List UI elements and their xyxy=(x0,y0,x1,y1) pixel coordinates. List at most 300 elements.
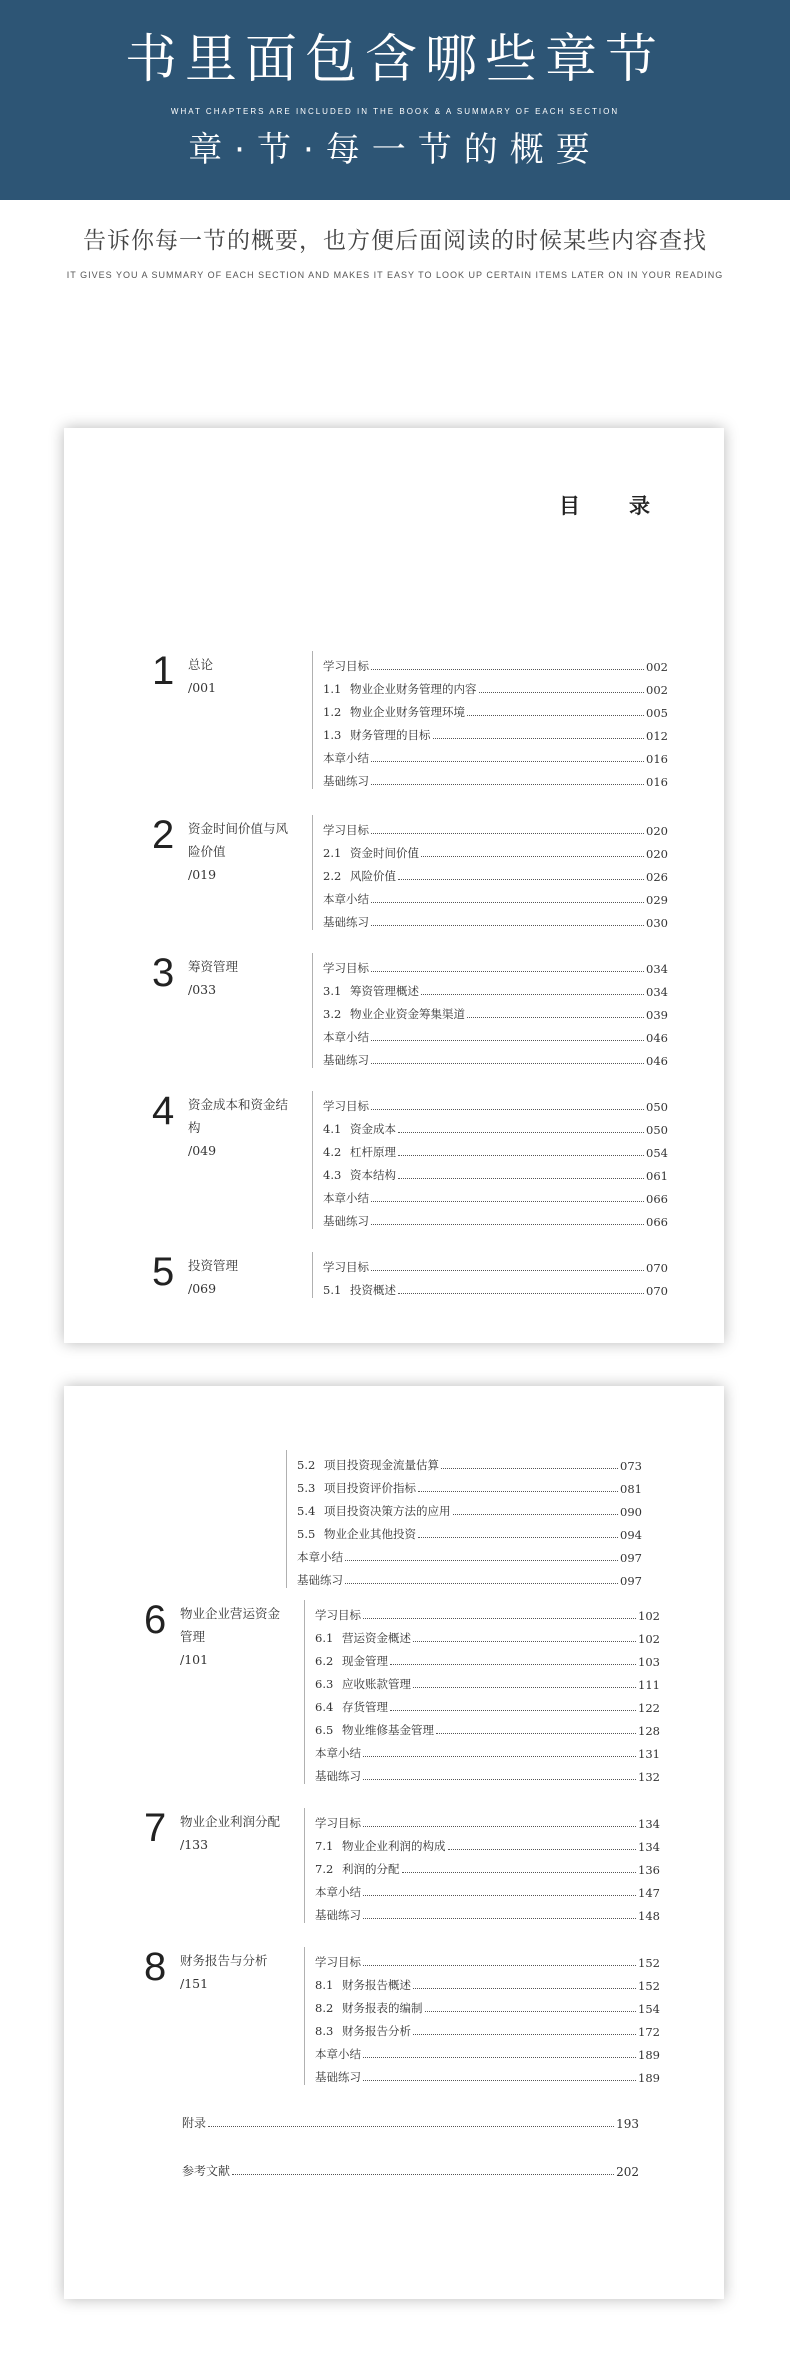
entry-page: 046 xyxy=(646,1031,668,1045)
chapter-entries xyxy=(304,1808,660,1923)
toc-entry[interactable] xyxy=(315,2016,660,2039)
entry-label: 投资概述 xyxy=(350,1283,396,1297)
entry-label: 应收账款管理 xyxy=(342,1677,411,1691)
entry-page: 034 xyxy=(646,962,668,976)
chapter-number: 8 xyxy=(144,1945,167,1989)
entry-label-group xyxy=(323,658,369,674)
toc-entry[interactable] xyxy=(323,907,668,930)
toc-entry[interactable] xyxy=(323,674,668,697)
entry-label: 财务报表的编制 xyxy=(342,2001,423,2015)
chapter-number: 3 xyxy=(152,951,175,995)
entry-label: 存货管理 xyxy=(342,1700,388,1714)
entry-label-group xyxy=(315,1768,361,1784)
dot-leader xyxy=(390,1663,636,1665)
section-number: 4.1 xyxy=(323,1122,342,1136)
toc-entry[interactable] xyxy=(323,1275,668,1298)
banner-title: 书里面包含哪些章节 xyxy=(124,30,665,90)
chapter-start-page: /049 xyxy=(188,1143,217,1158)
chapter-heading[interactable] xyxy=(188,817,288,886)
chapter-entries xyxy=(304,1600,660,1784)
chapter-number: 6 xyxy=(144,1598,167,1642)
entry-page: 097 xyxy=(620,1574,642,1588)
entry-label: 基础练习 xyxy=(315,1769,361,1783)
entry-page: 070 xyxy=(646,1261,668,1275)
chapter-start-page: /001 xyxy=(188,680,217,695)
section-number: 5.2 xyxy=(297,1458,316,1472)
chapter-heading[interactable] xyxy=(180,1949,280,1995)
chapter-name: 筹资管理 xyxy=(188,959,239,974)
entry-page: 066 xyxy=(646,1192,668,1206)
entry-page: 005 xyxy=(646,706,668,720)
entry-page: 097 xyxy=(620,1551,642,1565)
entry-label-group xyxy=(323,1029,369,1045)
chapter-start-page: /069 xyxy=(188,1281,217,1296)
toc-entry[interactable] xyxy=(323,766,668,789)
entry-page: 020 xyxy=(646,847,668,861)
section-number: 2.2 xyxy=(323,869,342,883)
entry-page: 066 xyxy=(646,1215,668,1229)
entry-label-group xyxy=(323,868,396,884)
entry-label-group xyxy=(323,750,369,766)
chapter-number: 4 xyxy=(152,1089,175,1133)
dot-leader xyxy=(371,783,644,785)
entry-label-group xyxy=(315,2046,361,2062)
dot-leader xyxy=(479,691,645,693)
toc-entry[interactable] xyxy=(297,1519,642,1542)
toc-entry[interactable] xyxy=(315,1600,660,1623)
chapter-number: 7 xyxy=(144,1806,167,1850)
entry-label: 基础练习 xyxy=(315,2070,361,2084)
toc-entry[interactable] xyxy=(323,815,668,838)
entry-label-group xyxy=(315,1607,361,1623)
entry-label-group xyxy=(323,1259,369,1275)
references-entry[interactable] xyxy=(182,2156,639,2179)
chapter-start-page: /133 xyxy=(180,1837,209,1852)
dot-leader xyxy=(371,832,644,834)
dot-leader xyxy=(363,1894,636,1896)
chapter-start-page: /033 xyxy=(188,982,217,997)
entry-page: 020 xyxy=(646,824,668,838)
entry-label-group xyxy=(297,1503,451,1519)
entry-label: 筹资管理概述 xyxy=(350,984,419,998)
entry-label: 基础练习 xyxy=(323,1053,369,1067)
entry-page: 154 xyxy=(638,2002,660,2016)
entry-label-group xyxy=(315,1676,411,1692)
entry-page: 026 xyxy=(646,870,668,884)
toc-entry[interactable] xyxy=(323,1114,668,1137)
appendix-entry[interactable] xyxy=(182,2108,639,2131)
entry-label: 基础练习 xyxy=(315,1908,361,1922)
dot-leader xyxy=(413,2033,636,2035)
entry-label: 本章小结 xyxy=(323,1191,369,1205)
toc-entry[interactable] xyxy=(323,1183,668,1206)
dot-leader xyxy=(371,1200,644,1202)
dot-leader xyxy=(371,970,644,972)
entry-label-group xyxy=(315,2000,423,2016)
chapter-name: 资金时间价值与风险价值 xyxy=(188,821,289,859)
entry-label-group xyxy=(323,891,369,907)
section-number: 6.5 xyxy=(315,1723,334,1737)
entry-label-group xyxy=(323,822,369,838)
dot-leader xyxy=(398,1292,644,1294)
entry-page: 134 xyxy=(638,1840,660,1854)
toc-entry[interactable] xyxy=(315,1877,660,1900)
entry-label: 资本结构 xyxy=(350,1168,396,1182)
entry-label: 项目投资评价指标 xyxy=(324,1481,416,1495)
entry-label-group xyxy=(323,1098,369,1114)
dot-leader xyxy=(371,668,644,670)
entry-label-group xyxy=(323,983,419,999)
section-number: 3.2 xyxy=(323,1007,342,1021)
entry-label: 物业企业财务管理环境 xyxy=(350,705,465,719)
chapter-start-page: /101 xyxy=(180,1652,209,1667)
dot-leader xyxy=(398,1177,644,1179)
toc-entry[interactable] xyxy=(315,1993,660,2016)
section-number: 4.3 xyxy=(323,1168,342,1182)
section-number: 1.3 xyxy=(323,728,342,742)
entry-label-group xyxy=(323,704,465,720)
entry-label: 物业维修基金管理 xyxy=(342,1723,434,1737)
entry-label-group xyxy=(315,2069,361,2085)
toc-entry[interactable] xyxy=(323,1091,668,1114)
entry-label-group xyxy=(323,1121,396,1137)
entry-page: 029 xyxy=(646,893,668,907)
entry-page: 002 xyxy=(646,683,668,697)
dot-leader xyxy=(418,1536,618,1538)
toc-entry[interactable] xyxy=(315,1831,660,1854)
toc-entry[interactable] xyxy=(323,743,668,766)
chapter-name: 财务报告与分析 xyxy=(180,1953,268,1968)
dot-leader xyxy=(398,878,644,880)
entry-label-group xyxy=(297,1549,343,1565)
chapter-name: 物业企业营运资金管理 xyxy=(180,1606,281,1644)
toc-entry[interactable] xyxy=(323,1252,668,1275)
entry-page: 046 xyxy=(646,1054,668,1068)
entry-label: 本章小结 xyxy=(315,1746,361,1760)
entry-label-group xyxy=(323,1213,369,1229)
entry-label-group xyxy=(297,1457,439,1473)
toc-entry[interactable] xyxy=(297,1473,642,1496)
entry-page: 061 xyxy=(646,1169,668,1183)
entry-page: 094 xyxy=(620,1528,642,1542)
entry-page: 131 xyxy=(638,1747,660,1761)
dot-leader xyxy=(413,1640,636,1642)
toc-entry[interactable] xyxy=(323,861,668,884)
toc-title: 目 录 xyxy=(559,493,664,518)
chapter-name: 总论 xyxy=(188,657,214,672)
toc-entry[interactable] xyxy=(323,1137,668,1160)
entry-page: 152 xyxy=(638,1979,660,1993)
toc-page-1 xyxy=(64,428,724,1343)
entry-label: 学习目标 xyxy=(315,1955,361,1969)
toc-entry[interactable] xyxy=(323,1206,668,1229)
chapter-start-page: /019 xyxy=(188,867,217,882)
dot-leader xyxy=(433,737,645,739)
dot-leader xyxy=(421,855,644,857)
dot-leader xyxy=(425,2010,637,2012)
entry-page: 202 xyxy=(616,2165,639,2179)
dot-leader xyxy=(371,1062,644,1064)
entry-page: 050 xyxy=(646,1123,668,1137)
toc-entry[interactable] xyxy=(315,1692,660,1715)
toc-entry[interactable] xyxy=(323,1022,668,1045)
dot-leader xyxy=(467,1016,644,1018)
toc-entry[interactable] xyxy=(315,1715,660,1738)
entry-label-group xyxy=(323,773,369,789)
dot-leader xyxy=(418,1490,618,1492)
section-number: 7.2 xyxy=(315,1862,334,1876)
chapter-number: 1 xyxy=(152,649,175,693)
entry-page: 039 xyxy=(646,1008,668,1022)
chapter-heading[interactable] xyxy=(188,955,288,1001)
entry-label: 基础练习 xyxy=(297,1573,343,1587)
toc-entry[interactable] xyxy=(315,1669,660,1692)
toc-entry[interactable] xyxy=(323,838,668,861)
toc-entry[interactable] xyxy=(323,884,668,907)
entry-label-group xyxy=(323,1144,396,1160)
entry-label-group xyxy=(315,1861,400,1877)
section-number: 5.3 xyxy=(297,1481,316,1495)
section-number: 6.3 xyxy=(315,1677,334,1691)
entry-label: 物业企业财务管理的内容 xyxy=(350,682,477,696)
dot-leader xyxy=(402,1871,637,1873)
entry-page: 103 xyxy=(638,1655,660,1669)
section-number: 3.1 xyxy=(323,984,342,998)
section-number: 5.1 xyxy=(323,1283,342,1297)
chapter-entries xyxy=(312,953,668,1068)
entry-label: 现金管理 xyxy=(342,1654,388,1668)
section-number: 8.2 xyxy=(315,2001,334,2015)
toc-entry[interactable] xyxy=(297,1542,642,1565)
entry-page: 128 xyxy=(638,1724,660,1738)
dot-leader xyxy=(398,1131,644,1133)
section-number: 5.4 xyxy=(297,1504,316,1518)
chapter-entries xyxy=(286,1450,642,1588)
entry-page: 030 xyxy=(646,916,668,930)
entry-page: 148 xyxy=(638,1909,660,1923)
dot-leader xyxy=(371,924,644,926)
entry-label: 物业企业其他投资 xyxy=(324,1527,416,1541)
dot-leader xyxy=(363,1778,636,1780)
entry-label: 学习目标 xyxy=(323,823,369,837)
toc-entry[interactable] xyxy=(315,1623,660,1646)
chapter-heading[interactable] xyxy=(188,1093,288,1162)
intro-text-en: IT GIVES YOU A SUMMARY OF EACH SECTION AND MAKES IT EASY TO LOOK UP CERTAIN ITEMS LATER ON IN YOUR READING xyxy=(66,270,724,280)
entry-label: 项目投资现金流量估算 xyxy=(324,1458,439,1472)
entry-page: 189 xyxy=(638,2071,660,2085)
section-number: 8.3 xyxy=(315,2024,334,2038)
entry-label: 学习目标 xyxy=(323,1099,369,1113)
dot-leader xyxy=(371,1269,644,1271)
chapter-start-page: /151 xyxy=(180,1976,209,1991)
entry-page: 054 xyxy=(646,1146,668,1160)
entry-page: 073 xyxy=(620,1459,642,1473)
section-number: 6.2 xyxy=(315,1654,334,1668)
entry-label-group xyxy=(315,1722,434,1738)
section-number: 6.4 xyxy=(315,1700,334,1714)
toc-entry[interactable] xyxy=(315,1646,660,1669)
intro-text-cn: 告诉你每一节的概要，也方便后面阅读的时候某些内容查找 xyxy=(83,228,707,254)
dot-leader xyxy=(363,1964,636,1966)
entry-page: 152 xyxy=(638,1956,660,1970)
entry-page: 172 xyxy=(638,2025,660,2039)
entry-page: 132 xyxy=(638,1770,660,1784)
entry-label-group xyxy=(315,1954,361,1970)
entry-label-group xyxy=(315,1653,388,1669)
entry-page: 016 xyxy=(646,752,668,766)
entry-label: 学习目标 xyxy=(323,1260,369,1274)
dot-leader xyxy=(371,901,644,903)
section-number: 2.1 xyxy=(323,846,342,860)
entry-label: 风险价值 xyxy=(350,869,396,883)
entry-label-group xyxy=(315,1630,411,1646)
entry-label: 杠杆原理 xyxy=(350,1145,396,1159)
header-banner xyxy=(0,0,790,200)
toc-entry[interactable] xyxy=(323,976,668,999)
dot-leader xyxy=(363,1917,636,1919)
toc-entry[interactable] xyxy=(323,651,668,674)
chapter-heading[interactable] xyxy=(188,653,288,699)
entry-page: 122 xyxy=(638,1701,660,1715)
entry-label: 财务报告概述 xyxy=(342,1978,411,1992)
toc-entry[interactable] xyxy=(323,953,668,976)
entry-label: 学习目标 xyxy=(315,1608,361,1622)
chapter-name: 资金成本和资金结构 xyxy=(188,1097,289,1135)
entry-page: 050 xyxy=(646,1100,668,1114)
section-number: 6.1 xyxy=(315,1631,334,1645)
chapter-heading[interactable] xyxy=(180,1602,280,1671)
entry-label: 资金时间价值 xyxy=(350,846,419,860)
toc-page-2 xyxy=(64,1386,724,2299)
entry-label: 本章小结 xyxy=(323,751,369,765)
toc-entry[interactable] xyxy=(315,1808,660,1831)
entry-label: 参考文献 xyxy=(182,2164,231,2178)
chapter-name: 物业企业利润分配 xyxy=(180,1814,281,1829)
dot-leader xyxy=(363,2079,636,2081)
entry-label-group xyxy=(297,1572,343,1588)
dot-leader xyxy=(448,1848,637,1850)
chapter-heading[interactable] xyxy=(180,1810,280,1856)
entry-label: 基础练习 xyxy=(323,1214,369,1228)
toc-entry[interactable] xyxy=(315,2062,660,2085)
dot-leader xyxy=(363,1617,636,1619)
entry-label-group xyxy=(323,845,419,861)
entry-label-group xyxy=(323,1167,396,1183)
dot-leader xyxy=(363,2056,636,2058)
dot-leader xyxy=(232,2174,614,2175)
entry-page: 034 xyxy=(646,985,668,999)
section-number: 5.5 xyxy=(297,1527,316,1541)
toc-entry[interactable] xyxy=(323,720,668,743)
entry-label: 附录 xyxy=(182,2116,207,2130)
entry-page: 081 xyxy=(620,1482,642,1496)
toc-entry[interactable] xyxy=(323,1045,668,1068)
section-number: 1.1 xyxy=(323,682,342,696)
toc-entry[interactable] xyxy=(315,2039,660,2062)
dot-leader xyxy=(345,1582,618,1584)
entry-label: 资金成本 xyxy=(350,1122,396,1136)
chapter-number: 5 xyxy=(152,1250,175,1294)
entry-label: 学习目标 xyxy=(323,659,369,673)
entry-label-group xyxy=(323,914,369,930)
entry-label: 利润的分配 xyxy=(342,1862,400,1876)
entry-label: 学习目标 xyxy=(315,1816,361,1830)
entry-label-group xyxy=(323,727,431,743)
banner-subtitle-en: WHAT CHAPTERS ARE INCLUDED IN THE BOOK & A SUMMARY OF EACH SECTION xyxy=(170,107,620,116)
entry-label: 物业企业资金筹集渠道 xyxy=(350,1007,465,1021)
dot-leader xyxy=(363,1755,636,1757)
chapter-number: 2 xyxy=(152,813,175,857)
entry-label: 学习目标 xyxy=(323,961,369,975)
dot-leader xyxy=(371,1223,644,1225)
entry-page: 002 xyxy=(646,660,668,674)
toc-entry[interactable] xyxy=(315,1854,660,1877)
entry-label: 本章小结 xyxy=(297,1550,343,1564)
toc-entry[interactable] xyxy=(297,1450,642,1473)
entry-label-group xyxy=(323,1282,396,1298)
entry-label-group xyxy=(323,1006,465,1022)
entry-page: 189 xyxy=(638,2048,660,2062)
entry-page: 102 xyxy=(638,1632,660,1646)
chapter-entries xyxy=(304,1947,660,2085)
toc-entry[interactable] xyxy=(323,1160,668,1183)
chapter-entries xyxy=(312,651,668,789)
entry-label: 营运资金概述 xyxy=(342,1631,411,1645)
dot-leader xyxy=(208,2126,614,2127)
entry-page: 147 xyxy=(638,1886,660,1900)
dot-leader xyxy=(413,1987,636,1989)
toc-entry[interactable] xyxy=(315,1900,660,1923)
dot-leader xyxy=(441,1467,618,1469)
toc-entry[interactable] xyxy=(315,1970,660,1993)
chapter-entries xyxy=(312,1091,668,1229)
entry-page: 111 xyxy=(638,1678,660,1692)
entry-label-group xyxy=(315,1815,361,1831)
entry-label-group xyxy=(315,1699,388,1715)
toc-entry[interactable] xyxy=(323,999,668,1022)
entry-label-group xyxy=(315,1907,361,1923)
entry-label-group xyxy=(323,681,477,697)
entry-label: 财务管理的目标 xyxy=(350,728,431,742)
chapter-heading[interactable] xyxy=(188,1254,288,1300)
entry-label: 基础练习 xyxy=(323,915,369,929)
entry-label-group xyxy=(323,1190,369,1206)
dot-leader xyxy=(453,1513,619,1515)
dot-leader xyxy=(436,1732,636,1734)
entry-label: 本章小结 xyxy=(315,1885,361,1899)
entry-page: 134 xyxy=(638,1817,660,1831)
entry-label-group xyxy=(323,960,369,976)
chapter-entries xyxy=(312,1252,668,1298)
entry-label-group xyxy=(315,2023,411,2039)
section-number: 1.2 xyxy=(323,705,342,719)
section-number: 8.1 xyxy=(315,1978,334,1992)
entry-page: 012 xyxy=(646,729,668,743)
toc-entry[interactable] xyxy=(323,697,668,720)
toc-entry[interactable] xyxy=(297,1565,642,1588)
chapter-name: 投资管理 xyxy=(188,1258,239,1273)
entry-label: 本章小结 xyxy=(323,892,369,906)
toc-entry[interactable] xyxy=(315,1761,660,1784)
dot-leader xyxy=(345,1559,618,1561)
entry-page: 090 xyxy=(620,1505,642,1519)
entry-label-group xyxy=(315,1977,411,1993)
toc-entry[interactable] xyxy=(315,1738,660,1761)
toc-entry[interactable] xyxy=(315,1947,660,1970)
toc-entry[interactable] xyxy=(297,1496,642,1519)
entry-label-group xyxy=(297,1526,416,1542)
entry-label: 财务报告分析 xyxy=(342,2024,411,2038)
